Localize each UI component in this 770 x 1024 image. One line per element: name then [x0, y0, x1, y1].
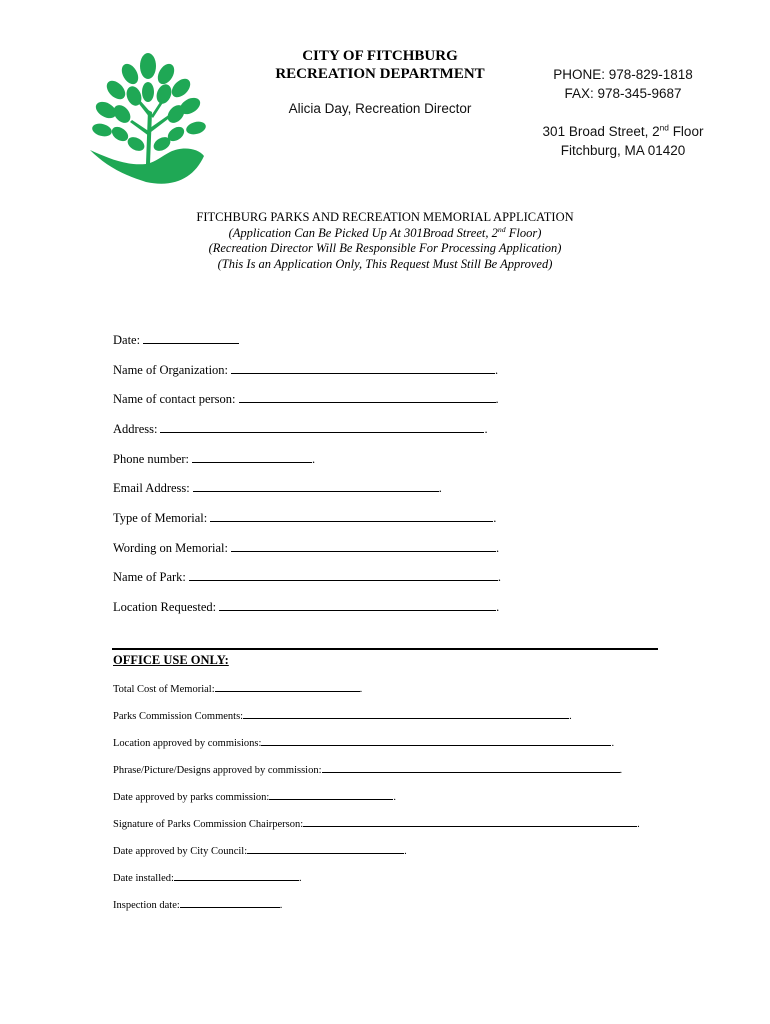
fill-in-line[interactable] [160, 420, 484, 433]
fill-in-line[interactable] [243, 708, 569, 719]
field-label: Type of Memorial: [113, 511, 208, 525]
field-label: Phone number: [113, 452, 190, 466]
line-end-mark: . [484, 422, 488, 436]
line-end-mark: . [404, 846, 407, 857]
fill-in-line[interactable] [261, 735, 611, 746]
line-end-mark: . [495, 363, 499, 377]
field-label: Name of Park: [113, 570, 186, 584]
fill-in-line[interactable] [231, 539, 496, 552]
line-end-mark: . [298, 873, 302, 884]
field-label: Phrase/Picture/Designs approved by commission: [113, 765, 322, 776]
field-label: Date approved by City Council: [113, 846, 248, 857]
line-end-mark: . [438, 481, 442, 495]
office-use-title: OFFICE USE ONLY: [113, 653, 229, 667]
line-end-mark: . [637, 819, 640, 830]
fill-in-line[interactable] [189, 568, 498, 581]
fill-in-line[interactable] [143, 331, 239, 344]
office-field-phrase-picture-designs-approved-by-commission [113, 762, 622, 776]
line-end-mark: . [497, 570, 502, 584]
tree-in-hand-logo-icon [86, 52, 210, 188]
line-end-mark: . [393, 792, 396, 803]
line-end-mark: . [495, 541, 500, 555]
fill-in-line[interactable] [239, 390, 496, 403]
field-label: Total Cost of Memorial: [113, 684, 215, 695]
application-title: FITCHBURG PARKS AND RECREATION MEMORIAL APPLICATION [196, 210, 574, 224]
line-end-mark: . [279, 900, 283, 911]
field-name-of-contact-person [113, 390, 499, 407]
office-field-inspection-date [113, 897, 282, 911]
field-name-of-park [113, 568, 501, 585]
line-end-mark: . [495, 392, 499, 406]
fill-in-line[interactable] [247, 843, 404, 854]
field-wording-on-memorial [113, 539, 499, 556]
fill-in-line[interactable] [193, 479, 439, 492]
application-intro [0, 210, 770, 272]
city-name: CITY OF FITCHBURG [302, 48, 458, 64]
fill-in-line[interactable] [192, 450, 312, 463]
director-name: Alicia Day, Recreation Director [288, 101, 472, 116]
department-name: RECREATION DEPARTMENT [275, 66, 485, 82]
fill-in-line[interactable] [231, 361, 495, 374]
line-end-mark: . [569, 711, 572, 722]
field-label: Location approved by commisions: [113, 738, 262, 749]
line-end-mark: . [611, 738, 615, 749]
line-end-mark: . [312, 452, 316, 466]
office-field-date-approved-by-parks-commission [113, 789, 396, 803]
field-address [113, 420, 488, 437]
field-type-of-memorial [113, 509, 496, 526]
field-label: Wording on Memorial: [113, 541, 228, 555]
field-date [113, 331, 239, 348]
fill-in-line[interactable] [219, 598, 496, 611]
fill-in-line[interactable] [322, 762, 620, 773]
field-label: Name of Organization: [113, 363, 229, 377]
office-field-signature-of-parks-commission-chairperson [113, 816, 640, 830]
section-divider [112, 648, 658, 650]
office-field-location-approved-by-commisions [113, 735, 614, 749]
fill-in-line[interactable] [215, 681, 360, 692]
fill-in-line[interactable] [180, 897, 280, 908]
fill-in-line[interactable] [174, 870, 299, 881]
field-label: Location Requested: [113, 600, 217, 614]
fax-number: FAX: 978-345-9687 [564, 86, 682, 101]
intro-note-approval: (This Is an Application Only, This Request Must Still Be Approved) [217, 256, 553, 271]
office-field-date-approved-by-city-council [113, 843, 407, 857]
phone-number: PHONE: 978-829-1818 [553, 67, 693, 82]
line-end-mark: . [619, 765, 623, 776]
field-label: Name of contact person: [113, 392, 236, 406]
intro-note-processing: (Recreation Director Will Be Responsible For Processing Application) [208, 241, 562, 255]
intro-note-pickup: (Application Can Be Picked Up At 301Broad Street, 2nd Floor) [228, 224, 542, 240]
field-label: Inspection date: [113, 900, 180, 911]
field-label: Date: [113, 333, 141, 347]
fill-in-line[interactable] [303, 816, 637, 827]
street-address: 301 Broad Street, 2nd Floor [542, 122, 704, 139]
field-label: Address: [113, 422, 158, 436]
field-label: Date approved by parks commission: [113, 792, 270, 803]
line-end-mark: . [496, 600, 500, 614]
field-email-address [113, 479, 442, 496]
field-label: Signature of Parks Commission Chairperson: [113, 819, 304, 830]
field-name-of-organization [113, 361, 498, 378]
field-location-requested [113, 598, 499, 615]
city-state-zip: Fitchburg, MA 01420 [560, 143, 686, 158]
fill-in-line[interactable] [210, 509, 493, 522]
line-end-mark: . [359, 684, 363, 695]
field-phone-number [113, 450, 315, 467]
line-end-mark: . [493, 511, 497, 525]
field-label: Parks Commission Comments: [113, 711, 244, 722]
field-label: Email Address: [113, 481, 190, 495]
office-field-parks-commission-comments [113, 708, 572, 722]
field-label: Date installed: [113, 873, 174, 884]
office-field-total-cost-of-memorial [113, 681, 362, 695]
fill-in-line[interactable] [269, 789, 393, 800]
office-field-date-installed [113, 870, 302, 884]
